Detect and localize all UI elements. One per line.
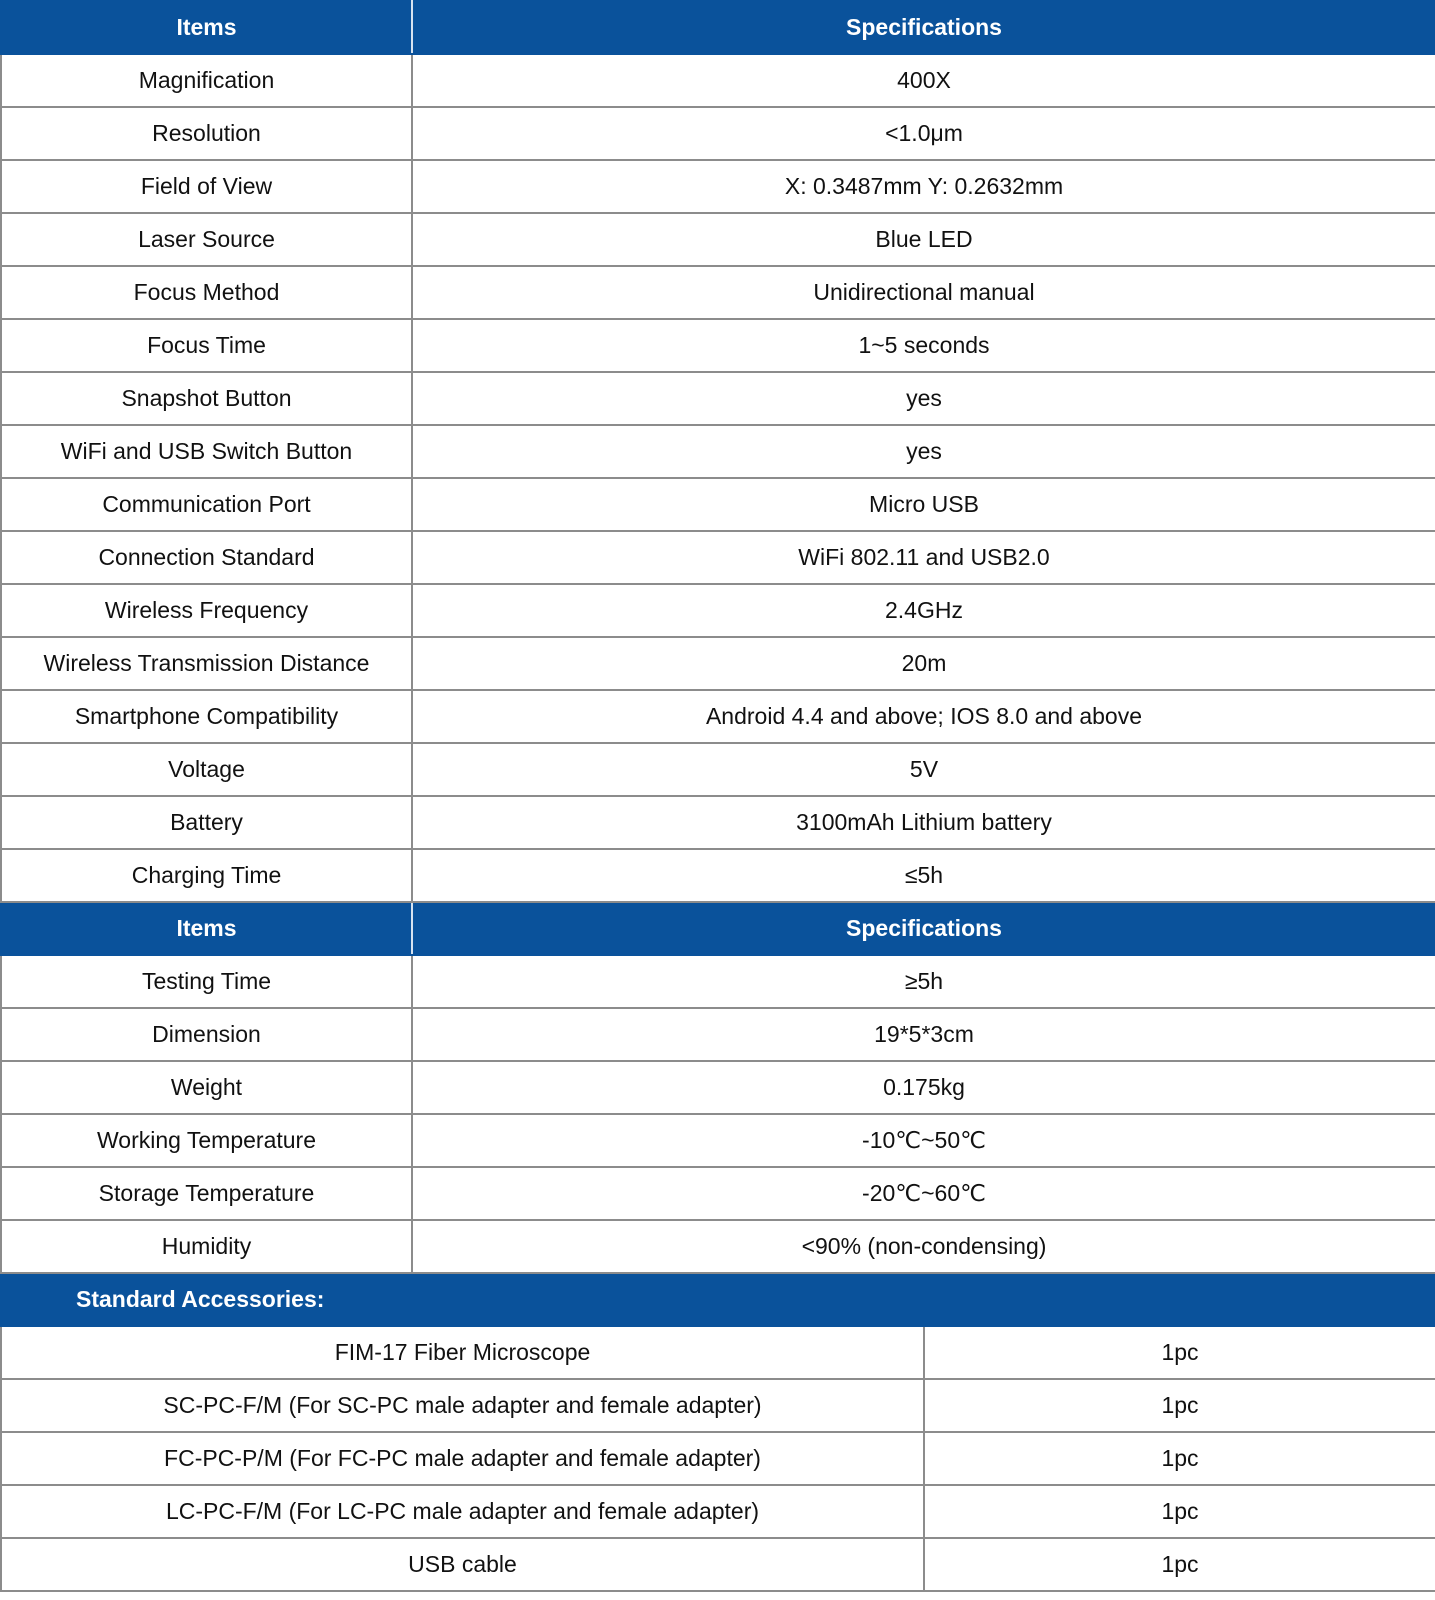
spec-row bbox=[1, 107, 1435, 160]
spec-row bbox=[1, 637, 1435, 690]
spec-item: Smartphone Compatibility bbox=[1, 690, 412, 743]
accessory-row bbox=[1, 1326, 1435, 1379]
table-body bbox=[1, 1, 1435, 1591]
spec-value: Blue LED bbox=[412, 213, 1435, 266]
spec-value: 2.4GHz bbox=[412, 584, 1435, 637]
spec-item: Testing Time bbox=[1, 955, 412, 1008]
spec-item: Dimension bbox=[1, 1008, 412, 1061]
spec-item: Focus Time bbox=[1, 319, 412, 372]
spec-item: Working Temperature bbox=[1, 1114, 412, 1167]
header-specifications: Specifications bbox=[412, 902, 1435, 955]
spec-row bbox=[1, 584, 1435, 637]
spec-row bbox=[1, 1008, 1435, 1061]
accessory-row bbox=[1, 1379, 1435, 1432]
spec-item: Voltage bbox=[1, 743, 412, 796]
spec-value: 400X bbox=[412, 54, 1435, 107]
header-specifications: Specifications bbox=[412, 1, 1435, 54]
spec-row bbox=[1, 478, 1435, 531]
accessory-qty: 1pc bbox=[924, 1326, 1435, 1379]
spec-value: <90% (non-condensing) bbox=[412, 1220, 1435, 1273]
spec-value: Unidirectional manual bbox=[412, 266, 1435, 319]
spec-row bbox=[1, 1061, 1435, 1114]
accessories-header-row bbox=[1, 1273, 1435, 1326]
spec-value: 5V bbox=[412, 743, 1435, 796]
spec-value: Micro USB bbox=[412, 478, 1435, 531]
spec-row bbox=[1, 531, 1435, 584]
accessory-qty: 1pc bbox=[924, 1379, 1435, 1432]
spec-row bbox=[1, 1114, 1435, 1167]
spec-row bbox=[1, 319, 1435, 372]
spec-value: 3100mAh Lithium battery bbox=[412, 796, 1435, 849]
spec-value: 0.175kg bbox=[412, 1061, 1435, 1114]
spec-item: Magnification bbox=[1, 54, 412, 107]
spec-value: ≥5h bbox=[412, 955, 1435, 1008]
accessory-row bbox=[1, 1485, 1435, 1538]
accessory-name: FC-PC-P/M (For FC-PC male adapter and female adapter) bbox=[1, 1432, 924, 1485]
spec-item: Wireless Frequency bbox=[1, 584, 412, 637]
spec-item: Snapshot Button bbox=[1, 372, 412, 425]
accessory-row bbox=[1, 1538, 1435, 1591]
spec-item: Field of View bbox=[1, 160, 412, 213]
header-items: Items bbox=[1, 1, 412, 54]
header-items: Items bbox=[1, 902, 412, 955]
spec-value: Android 4.4 and above; IOS 8.0 and above bbox=[412, 690, 1435, 743]
spec-value: 19*5*3cm bbox=[412, 1008, 1435, 1061]
spec-row bbox=[1, 372, 1435, 425]
accessory-name: FIM-17 Fiber Microscope bbox=[1, 1326, 924, 1379]
spec-row bbox=[1, 1220, 1435, 1273]
spec-value: 20m bbox=[412, 637, 1435, 690]
spec-item: Connection Standard bbox=[1, 531, 412, 584]
spec-row bbox=[1, 425, 1435, 478]
spec-value: ≤5h bbox=[412, 849, 1435, 902]
spec-row bbox=[1, 743, 1435, 796]
accessory-qty: 1pc bbox=[924, 1485, 1435, 1538]
spec-row bbox=[1, 690, 1435, 743]
spec-value: 1~5 seconds bbox=[412, 319, 1435, 372]
spec-row bbox=[1, 213, 1435, 266]
accessory-qty: 1pc bbox=[924, 1538, 1435, 1591]
accessory-name: SC-PC-F/M (For SC-PC male adapter and female adapter) bbox=[1, 1379, 924, 1432]
spec-value: -10℃~50℃ bbox=[412, 1114, 1435, 1167]
spec-value: <1.0μm bbox=[412, 107, 1435, 160]
spec-value: X: 0.3487mm Y: 0.2632mm bbox=[412, 160, 1435, 213]
spec-value: yes bbox=[412, 372, 1435, 425]
accessory-name: USB cable bbox=[1, 1538, 924, 1591]
spec-value: WiFi 802.11 and USB2.0 bbox=[412, 531, 1435, 584]
spec-row bbox=[1, 266, 1435, 319]
spec-value: -20℃~60℃ bbox=[412, 1167, 1435, 1220]
spec-row bbox=[1, 955, 1435, 1008]
spec-item: Communication Port bbox=[1, 478, 412, 531]
spec-item: Storage Temperature bbox=[1, 1167, 412, 1220]
spec-row bbox=[1, 54, 1435, 107]
accessory-name: LC-PC-F/M (For LC-PC male adapter and female adapter) bbox=[1, 1485, 924, 1538]
spec-row bbox=[1, 1167, 1435, 1220]
spec-item: WiFi and USB Switch Button bbox=[1, 425, 412, 478]
spec-item: Wireless Transmission Distance bbox=[1, 637, 412, 690]
spec-item: Charging Time bbox=[1, 849, 412, 902]
table-header-row bbox=[1, 1, 1435, 54]
spec-item: Laser Source bbox=[1, 213, 412, 266]
spec-item: Humidity bbox=[1, 1220, 412, 1273]
spec-row bbox=[1, 796, 1435, 849]
spec-item: Focus Method bbox=[1, 266, 412, 319]
accessories-title: Standard Accessories: bbox=[1, 1273, 1435, 1326]
accessory-row bbox=[1, 1432, 1435, 1485]
spec-value: yes bbox=[412, 425, 1435, 478]
accessory-qty: 1pc bbox=[924, 1432, 1435, 1485]
table-header-row bbox=[1, 902, 1435, 955]
spec-row bbox=[1, 849, 1435, 902]
spec-row bbox=[1, 160, 1435, 213]
spec-item: Battery bbox=[1, 796, 412, 849]
spec-item: Resolution bbox=[1, 107, 412, 160]
spec-item: Weight bbox=[1, 1061, 412, 1114]
